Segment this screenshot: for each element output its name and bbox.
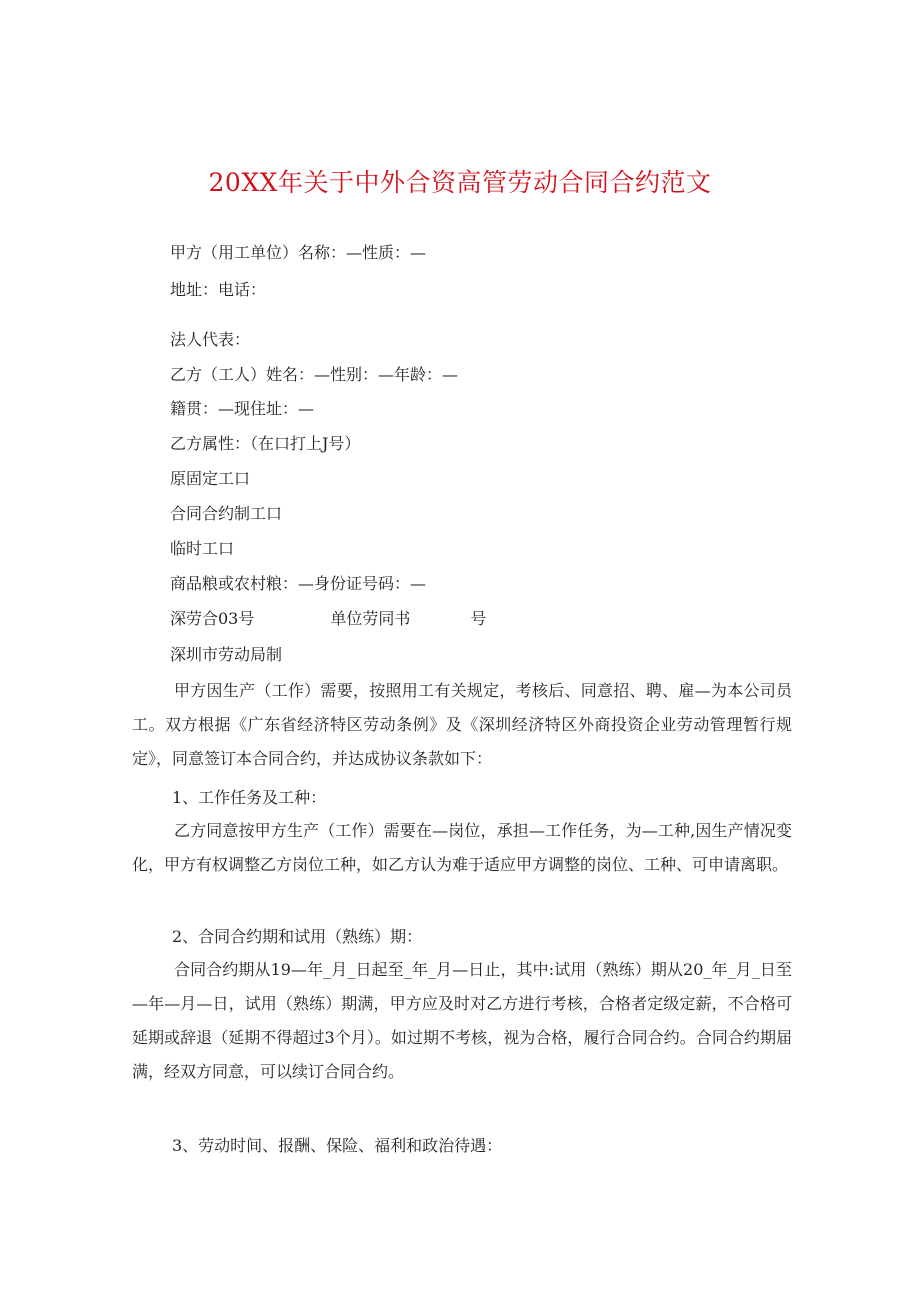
legal-rep-line: 法人代表： <box>170 330 251 349</box>
section-2-body: 合同合约期从19—年_月_日起至_年_月—日止，其中:试用（熟练）期从20_年_月_日至—年—月—日，试用（熟练）期满，甲方应及时对乙方进行考核，合格者定级定薪，不合格可延期或辞退（延期不得超过3个月）。如过期不考核，视为合格，履行合同合约。合同合约期届满，经双方同意，可以续订合同合约。 <box>132 960 792 1081</box>
grain-id-line: 商品粮或农村粮：—身份证号码：— <box>170 574 427 593</box>
party-b-line: 乙方（工人）姓名：—性别：—年龄：— <box>170 365 459 384</box>
party-a-line: 甲方（用工单位）名称：—性质：— <box>170 243 427 262</box>
doc-number-line <box>170 608 486 630</box>
section-3-heading: 3、劳动时间、报酬、保险、福利和政治待遇： <box>172 1136 503 1155</box>
attribute-line: 乙方属性：（在口打上J号） <box>170 434 361 453</box>
doc-number-part-1: 深劳合03号 <box>170 609 255 628</box>
address-line: 地址：电话： <box>170 280 267 299</box>
doc-number-part-2: 单位劳同书 <box>330 609 411 628</box>
option-contract-worker: 合同合约制工口 <box>170 504 283 523</box>
origin-line: 籍贯：—现住址：— <box>170 399 315 418</box>
bureau-line: 深圳市劳动局制 <box>170 645 283 664</box>
section-1-heading: 1、工作任务及工种： <box>172 788 327 807</box>
option-fixed-worker: 原固定工口 <box>170 469 251 488</box>
doc-number-part-3: 号 <box>470 609 487 628</box>
section-1-body: 乙方同意按甲方生产（工作）需要在—岗位，承担—工作任务，为—工种,因生产情况变化，甲方有权调整乙方岗位工种，如乙方认为难于适应甲方调整的岗位、工种、可申请离职。 <box>132 821 792 874</box>
intro-paragraph: 甲方因生产（工作）需要，按照用工有关规定，考核后、同意招、聘、雇—为本公司员工。双方根据《广东省经济特区劳动条例》及《深圳经济特区外商投资企业劳动管理暂行规定》，同意签订本合同合约，并达成协议条款如下： <box>132 681 792 768</box>
document-title: 20XX年关于中外合资高管劳动合同合约范文 <box>208 168 712 197</box>
option-temp-worker: 临时工口 <box>170 539 235 558</box>
section-2-heading: 2、合同合约期和试用（熟练）期： <box>172 927 423 946</box>
